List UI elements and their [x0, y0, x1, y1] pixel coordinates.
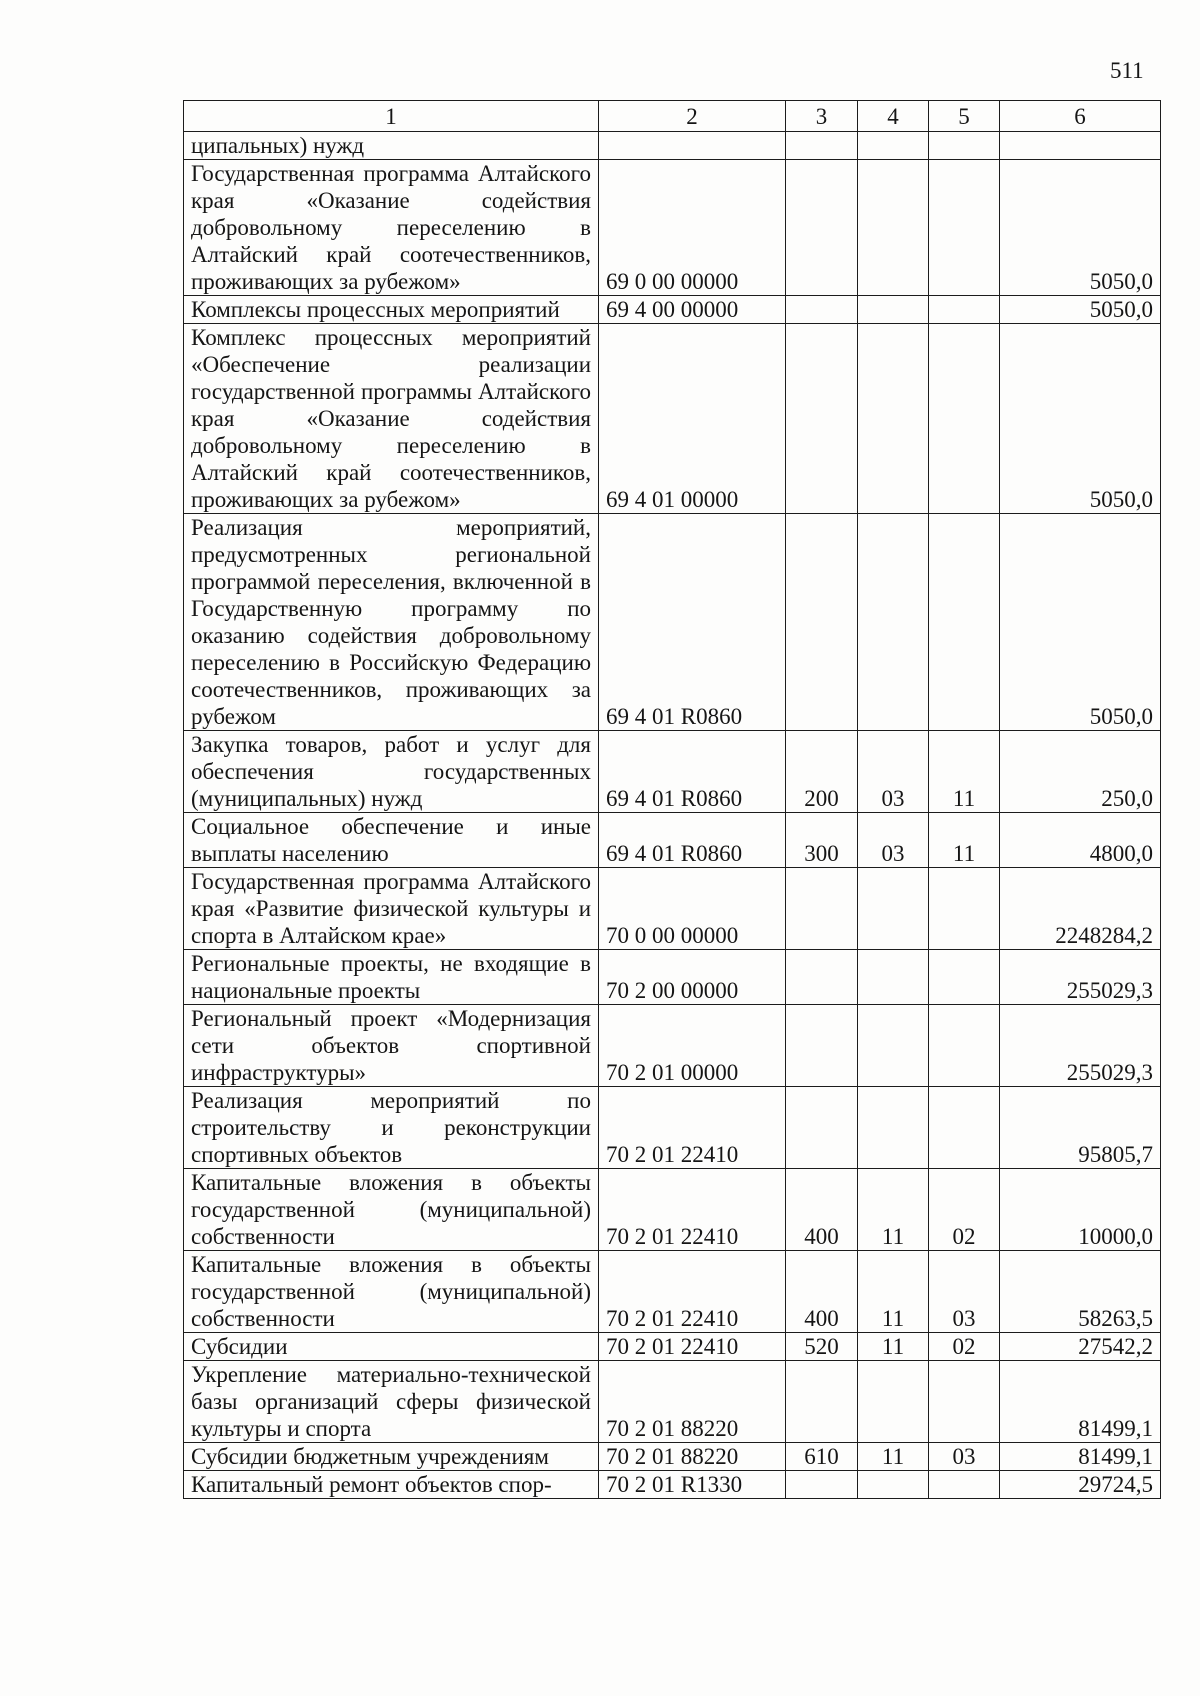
page-number: 511 [1110, 58, 1144, 83]
cell-col3 [786, 1471, 858, 1499]
cell-col5 [929, 296, 1000, 324]
budget-table [183, 100, 1161, 1499]
cell-name: Реализация мероприятий по строительству и реконструкции спортивных объектов [184, 1087, 599, 1169]
cell-amount: 58263,5 [1000, 1251, 1161, 1333]
cell-code: 69 4 01 R0860 [599, 731, 786, 813]
cell-col4 [858, 868, 929, 950]
cell-col5 [929, 1361, 1000, 1443]
table-row [184, 1443, 1161, 1471]
cell-name: Закупка товаров, работ и услуг для обеспечения государственных (муниципальных) нужд [184, 731, 599, 813]
cell-code: 69 0 00 00000 [599, 160, 786, 296]
table-row [184, 1361, 1161, 1443]
cell-col3: 300 [786, 813, 858, 868]
cell-col5: 02 [929, 1169, 1000, 1251]
cell-name: Региональные проекты, не входящие в национальные проекты [184, 950, 599, 1005]
cell-code: 70 2 00 00000 [599, 950, 786, 1005]
cell-col5 [929, 1087, 1000, 1169]
cell-col4: 03 [858, 731, 929, 813]
cell-col3 [786, 950, 858, 1005]
cell-amount: 10000,0 [1000, 1169, 1161, 1251]
cell-code: 69 4 01 R0860 [599, 514, 786, 731]
cell-col4: 03 [858, 813, 929, 868]
cell-name: Комплексы процессных мероприятий [184, 296, 599, 324]
cell-amount: 95805,7 [1000, 1087, 1161, 1169]
cell-code [599, 132, 786, 160]
cell-col3: 400 [786, 1251, 858, 1333]
table-row [184, 296, 1161, 324]
cell-col5: 03 [929, 1443, 1000, 1471]
cell-col4 [858, 1471, 929, 1499]
table-row [184, 1169, 1161, 1251]
cell-amount: 81499,1 [1000, 1443, 1161, 1471]
cell-amount: 29724,5 [1000, 1471, 1161, 1499]
table-row [184, 514, 1161, 731]
cell-col4 [858, 950, 929, 1005]
cell-col4: 11 [858, 1169, 929, 1251]
cell-code: 70 2 01 22410 [599, 1333, 786, 1361]
cell-name: Реализация мероприятий, предусмотренных региональной программой переселения, включенной в Государственную программу по оказанию содействия добровольному переселению в Российскую Федерацию соотечественников, проживающих за рубежом [184, 514, 599, 731]
cell-name: Социальное обеспечение и иные выплаты населению [184, 813, 599, 868]
cell-col5 [929, 160, 1000, 296]
cell-col5 [929, 514, 1000, 731]
cell-col5: 02 [929, 1333, 1000, 1361]
cell-name: Капитальные вложения в объекты государственной (муниципальной) собственности [184, 1251, 599, 1333]
cell-col4: 11 [858, 1251, 929, 1333]
header-row [184, 101, 1161, 132]
cell-amount: 250,0 [1000, 731, 1161, 813]
cell-amount: 4800,0 [1000, 813, 1161, 868]
cell-col3: 610 [786, 1443, 858, 1471]
cell-col4 [858, 132, 929, 160]
cell-col4 [858, 1005, 929, 1087]
cell-col3 [786, 1005, 858, 1087]
cell-code: 69 4 00 00000 [599, 296, 786, 324]
table-body [184, 132, 1161, 1499]
cell-col3 [786, 868, 858, 950]
cell-amount: 2248284,2 [1000, 868, 1161, 950]
column-header-amount: 6 [1000, 101, 1161, 132]
column-header-code: 2 [599, 101, 786, 132]
column-header-3: 3 [786, 101, 858, 132]
column-header-5: 5 [929, 101, 1000, 132]
cell-col3 [786, 132, 858, 160]
table-row [184, 1471, 1161, 1499]
cell-code: 70 2 01 22410 [599, 1251, 786, 1333]
cell-amount: 27542,2 [1000, 1333, 1161, 1361]
cell-amount: 255029,3 [1000, 950, 1161, 1005]
cell-col5 [929, 1471, 1000, 1499]
cell-col4 [858, 514, 929, 731]
cell-col5: 11 [929, 813, 1000, 868]
table-row [184, 731, 1161, 813]
cell-col5 [929, 132, 1000, 160]
cell-col5 [929, 868, 1000, 950]
cell-col4 [858, 1087, 929, 1169]
table-row [184, 132, 1161, 160]
cell-name: Укрепление материально-технической базы организаций сферы физической культуры и спорта [184, 1361, 599, 1443]
table-row [184, 160, 1161, 296]
cell-col5: 11 [929, 731, 1000, 813]
cell-amount: 5050,0 [1000, 296, 1161, 324]
cell-code: 69 4 01 R0860 [599, 813, 786, 868]
cell-code: 70 2 01 88220 [599, 1361, 786, 1443]
cell-amount: 255029,3 [1000, 1005, 1161, 1087]
cell-name: ципальных) нужд [184, 132, 599, 160]
cell-col4 [858, 1361, 929, 1443]
cell-col3 [786, 324, 858, 514]
cell-name: Субсидии бюджетным учреждениям [184, 1443, 599, 1471]
cell-name: Комплекс процессных мероприятий «Обеспечение реализации государственной программы Алтайского края «Оказание содействия добровольному переселению в Алтайский край соотечественников, проживающих за рубежом» [184, 324, 599, 514]
cell-name: Региональный проект «Модернизация сети объектов спортивной инфраструктуры» [184, 1005, 599, 1087]
table-row [184, 1005, 1161, 1087]
cell-col3 [786, 1361, 858, 1443]
cell-col3 [786, 296, 858, 324]
cell-col5 [929, 950, 1000, 1005]
cell-col3: 400 [786, 1169, 858, 1251]
cell-code: 70 2 01 22410 [599, 1087, 786, 1169]
column-header-name: 1 [184, 101, 599, 132]
table-row [184, 1333, 1161, 1361]
cell-col5 [929, 324, 1000, 514]
table-row [184, 1251, 1161, 1333]
cell-code: 69 4 01 00000 [599, 324, 786, 514]
cell-name: Капитальный ремонт объектов спор- [184, 1471, 599, 1499]
table-row [184, 1087, 1161, 1169]
cell-col3 [786, 160, 858, 296]
cell-code: 70 2 01 00000 [599, 1005, 786, 1087]
cell-code: 70 2 01 88220 [599, 1443, 786, 1471]
cell-amount [1000, 132, 1161, 160]
cell-code: 70 2 01 22410 [599, 1169, 786, 1251]
table-row [184, 813, 1161, 868]
cell-amount: 81499,1 [1000, 1361, 1161, 1443]
cell-col3: 520 [786, 1333, 858, 1361]
table-row [184, 950, 1161, 1005]
cell-name: Государственная программа Алтайского края «Развитие физической культуры и спорта в Алтайском крае» [184, 868, 599, 950]
cell-amount: 5050,0 [1000, 324, 1161, 514]
cell-name: Государственная программа Алтайского края «Оказание содействия добровольному переселению в Алтайский край соотечественников, проживающих за рубежом» [184, 160, 599, 296]
cell-code: 70 2 01 R1330 [599, 1471, 786, 1499]
table-row [184, 868, 1161, 950]
cell-col5: 03 [929, 1251, 1000, 1333]
cell-amount: 5050,0 [1000, 160, 1161, 296]
cell-name: Капитальные вложения в объекты государственной (муниципальной) собственности [184, 1169, 599, 1251]
cell-col3: 200 [786, 731, 858, 813]
cell-code: 70 0 00 00000 [599, 868, 786, 950]
cell-name: Субсидии [184, 1333, 599, 1361]
cell-col4: 11 [858, 1333, 929, 1361]
cell-col4 [858, 324, 929, 514]
cell-amount: 5050,0 [1000, 514, 1161, 731]
cell-col4: 11 [858, 1443, 929, 1471]
cell-col4 [858, 296, 929, 324]
column-header-4: 4 [858, 101, 929, 132]
cell-col5 [929, 1005, 1000, 1087]
cell-col4 [858, 160, 929, 296]
table-row [184, 324, 1161, 514]
cell-col3 [786, 514, 858, 731]
cell-col3 [786, 1087, 858, 1169]
